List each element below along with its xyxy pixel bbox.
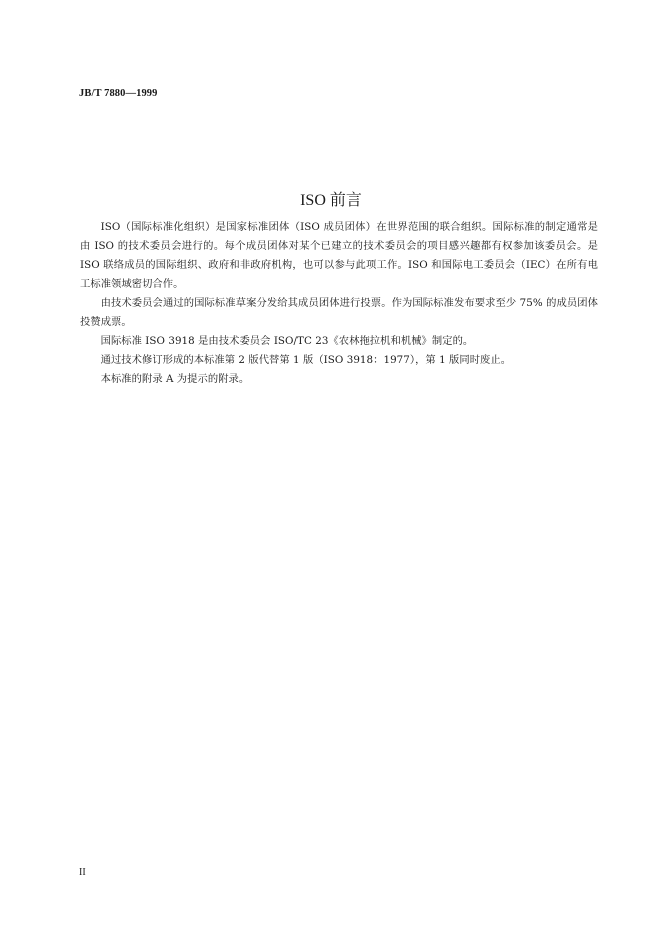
paragraph-annex: 本标准的附录 A 为提示的附录。 (100, 373, 250, 385)
foreword-body (80, 218, 598, 389)
paragraph-revision: 通过技术修订形成的本标准第 2 版代替第 1 版（ISO 3918：1977），第 1 版同时废止。 (100, 354, 512, 366)
paragraph-iso-intro: ISO（国际标准化组织）是国家标准团体（ISO 成员团体）在世界范围的联合组织。国际标准的制定通常是由 ISO 的技术委员会进行的。每个成员团体对某个已建立的技术委员会的项目感兴趣都有权参加该委员会。是 ISO 联络成员的国际组织、政府和非政府机构，也可以参与此项工作。ISO 和国际电工委员会（IEC）在所有电工标准领域密切合作。 (80, 221, 598, 290)
paragraph-prepared-by: 国际标准 ISO 3918 是由技术委员会 ISO/TC 23《农林拖拉机和机械》制定的。 (100, 335, 474, 347)
page-title: ISO 前言 (300, 191, 362, 209)
standard-code-header: JB/T 7880—1999 (79, 88, 158, 99)
page-number: II (79, 867, 86, 878)
paragraph-voting: 由技术委员会通过的国际标准草案分发给其成员团体进行投票。作为国际标准发布要求至少 75% 的成员团体投赞成票。 (80, 297, 598, 328)
